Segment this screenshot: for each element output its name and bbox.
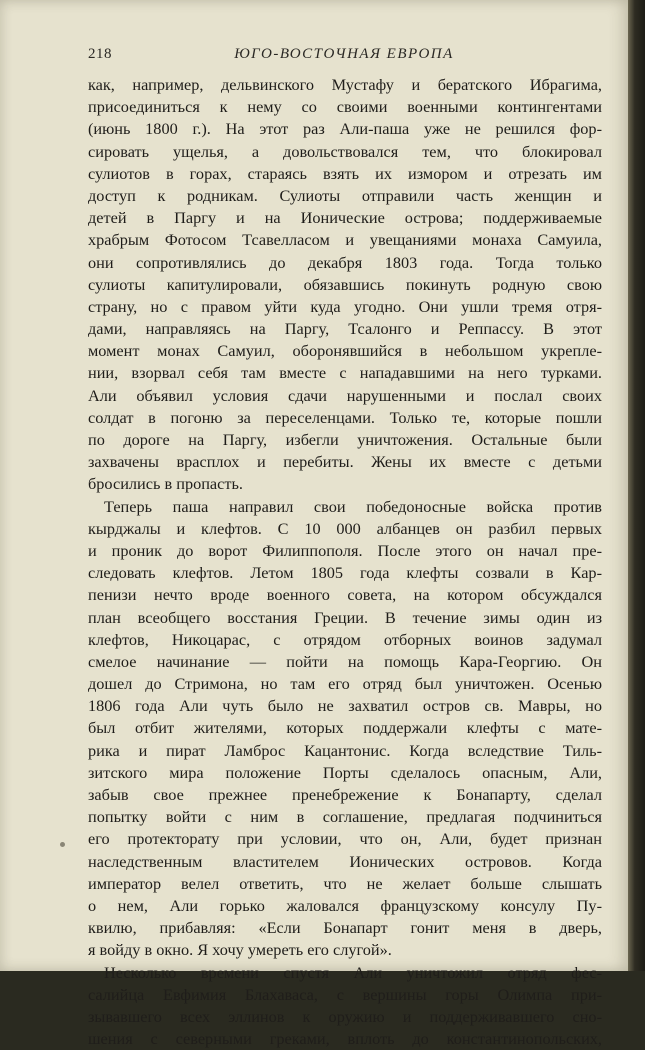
text-line: страну, но с правом уйти куда угодно. Они ушли тремя отря- bbox=[88, 296, 602, 316]
text-line: детей в Паргу и на Ионические острова; поддерживаемые bbox=[88, 208, 602, 228]
text-line: кырджалы и клефтов. С 10 000 албанцев он разбил первых bbox=[88, 518, 602, 538]
text-line: Али объявил условия сдачи нарушенными и послал своих bbox=[88, 385, 602, 405]
text-line: забыв свое прежнее пренебрежение к Бонапарту, сделал bbox=[88, 785, 602, 804]
text-line: дами, направляясь на Паргу, Тсалонго и Реппассу. В этот bbox=[88, 319, 602, 339]
text-line: сулиотов в горах, стараясь взять их измором и отрезать им bbox=[88, 163, 602, 183]
page-number: 218 bbox=[88, 46, 112, 62]
text-line: пенизи нечто вроде военного совета, на котором обсуждался bbox=[88, 585, 602, 605]
running-title: ЮГО-ВОСТОЧНАЯ ЕВРОПА bbox=[234, 46, 454, 62]
text-line: храбрым Фотосом Тсавелласом и увещаниями монаха Самуила, bbox=[88, 230, 602, 250]
text-line: я войду в окно. Я хочу умереть его слугой». bbox=[88, 940, 392, 960]
body-text bbox=[88, 74, 602, 1050]
text-line: бросились в пропасть. bbox=[88, 474, 243, 494]
text-line: был отбит жителями, которых поддержали клефты с мате- bbox=[88, 718, 602, 738]
text-line: попытку войти с ним в соглашение, предлагая подчиниться bbox=[88, 807, 602, 827]
text-line: доступ к родникам. Сулиоты отправили часть женщин и bbox=[88, 185, 602, 205]
text-line: император велел ответить, что не желает больше слышать bbox=[88, 873, 602, 893]
text-line: план всеобщего восстания Греции. В течение зимы один из bbox=[88, 607, 602, 627]
text-line: зитского мира положение Порты сделалось опасным, Али, bbox=[88, 762, 602, 782]
text-line: они сопротивлялись до декабря 1803 года. Тогда только bbox=[88, 252, 602, 272]
text-line: шения с северными греками, вплоть до константинопольских, bbox=[88, 1029, 602, 1049]
page-edge bbox=[628, 0, 645, 971]
text-line: присоединиться к нему со своими военными контингентами bbox=[88, 97, 602, 117]
text-line: Теперь паша направил свои победоносные войска против bbox=[104, 496, 602, 516]
text-line: клефтов, Никоцарас, с отрядом отборных воинов задумал bbox=[88, 629, 602, 649]
text-line: о нем, Али горько жаловался французскому консулу Пу- bbox=[88, 895, 602, 915]
text-line: как, например, дельвинского Мустафу и бератского Ибрагима, bbox=[88, 75, 602, 94]
text-line: салийца Евфимия Блахаваса, с вершины горы Олимпа при- bbox=[88, 984, 602, 1004]
text-line: 1806 года Али чуть было не захватил остров св. Мавры, но bbox=[88, 696, 602, 716]
text-line: захвачены врасплох и перебиты. Жены их вместе с детьми bbox=[88, 452, 602, 472]
text-line: по дороге на Паргу, избегли уничтожения. Остальные были bbox=[88, 430, 602, 449]
text-line: момент монах Самуил, оборонявшийся в небольшом укрепле- bbox=[88, 341, 602, 361]
page-header bbox=[88, 46, 600, 68]
text-line: сулиоты капитулировали, обязавшись покинуть родную свою bbox=[88, 274, 602, 294]
text-line: наследственным властителем Ионических островов. Когда bbox=[88, 851, 602, 871]
text-line: его протекторату при условии, что он, Али, будет признан bbox=[88, 829, 602, 849]
text-line: Несколько времени спустя Али уничтожил отряд фес- bbox=[104, 962, 602, 982]
text-line: сировать ущелья, а довольствовался тем, что блокировал bbox=[88, 141, 602, 161]
text-line: и проник до ворот Филиппополя. После этого он начал пре- bbox=[88, 540, 602, 560]
text-line: квилю, прибавляя: «Если Бонапарт гонит меня в дверь, bbox=[88, 918, 602, 938]
text-line: зывавшего всех эллинов к оружию и поддерживавшего сно- bbox=[88, 1006, 602, 1026]
text-line: солдат в погоню за переселенцами. Только те, которые пошли bbox=[88, 407, 602, 427]
text-line: нии, взорвал себя там вместе с нападавшими на него турками. bbox=[88, 363, 602, 383]
text-line: следовать клефтов. Летом 1805 года клефты созвали в Кар- bbox=[88, 563, 602, 583]
text-line: рика и пират Ламброс Кацантонис. Когда вследствие Тиль- bbox=[88, 740, 602, 760]
text-line: дошел до Стримона, но там его отряд был уничтожен. Осенью bbox=[88, 674, 602, 694]
margin-mark bbox=[60, 842, 65, 847]
text-line: смелое начинание — пойти на помощь Кара-Георгию. Он bbox=[88, 651, 602, 671]
text-line: (июнь 1800 г.). На этот раз Али-паша уже не решился фор- bbox=[88, 119, 602, 139]
